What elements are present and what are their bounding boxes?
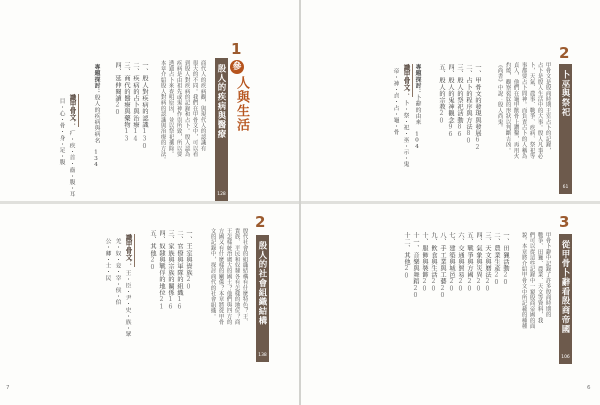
chapter-title-bar	[559, 64, 572, 194]
toc-item[interactable]: 二、農業生產20	[493, 232, 500, 287]
toc-item[interactable]: 七、建築與城邑20	[448, 232, 455, 294]
toc-item[interactable]: 一、殷人對疾病的認識130	[141, 62, 148, 151]
oracle-words-row: 疒・疾・首・齒・腹・耳	[68, 130, 74, 198]
chapter-body-line: 本章介紹殷人對病的認識與治療的方法。	[159, 60, 166, 163]
page-number: 6	[587, 385, 591, 391]
chapter-circle-mark: 參	[230, 60, 244, 74]
toc-item[interactable]: 三、家族與宗族的關係16	[167, 230, 174, 311]
chapter-body-line: 貞人，他們在龜甲獸骨上鑽鑿，再用火	[512, 62, 519, 159]
toc-item[interactable]: 十、服飾與裝飾20	[421, 232, 428, 294]
toc-item[interactable]: 二、官僚與軍隊的組織16	[176, 230, 183, 311]
toc-item[interactable]: 一、田獵活動20	[502, 232, 509, 287]
left-page	[0, 0, 299, 405]
chapter-body-line: 商代人的疾病觀，與現代人的認識有	[199, 60, 206, 152]
chapter-number: 2	[255, 213, 266, 231]
toc-item[interactable]: 五、戰爭與方國20	[466, 232, 473, 294]
chapter-body-line: 貴族、平民和奴隸各有怎樣的地位？商	[233, 228, 240, 325]
chapter-number: 2	[559, 44, 570, 62]
chapter-body-line: 甲骨卜辭中記錄了許多殷商時期的	[544, 232, 551, 318]
chapter-bar-page: 106	[561, 355, 570, 360]
toc-item[interactable]: 四、延伸閱讀20	[114, 62, 121, 117]
chapter-bar-page: 128	[217, 192, 226, 197]
chapter-body-line: 殷代社會的組織結構有什麼特色？王、	[241, 228, 248, 325]
toc-item[interactable]: 五、其他20	[149, 230, 156, 272]
oracle-words-row: 王・臣・尹・史・族・眾	[124, 270, 130, 338]
chapter-number: 3	[559, 213, 570, 231]
chapter-body-line: 們可以從這些記錄中一窺殷商帝國的面	[528, 232, 535, 329]
chapter-title: 人與生活	[234, 76, 249, 132]
toc-item[interactable]: 五、殷人的宗教20	[438, 64, 445, 126]
chapter-body-line: 很大的不同。我們在甲骨文中，可以看	[191, 60, 198, 157]
section-divider	[0, 201, 299, 204]
focus-topic[interactable]: 專題探討：卜辭的由來 104	[414, 64, 420, 151]
chapter-number: 1	[231, 40, 242, 58]
toc-item[interactable]: 三、天文與曆法20	[484, 232, 491, 294]
chapter-body-line: 方國又有什麼樣的關係？本章將從甲骨	[217, 228, 224, 325]
oracle-words-row: 羌・奴・妾・宰・侯・伯	[114, 238, 120, 306]
oracle-words-row: 公・卿・士・民	[104, 238, 110, 281]
chapter-body-line: 戰爭、田獵、農業、天文等資料，我	[536, 232, 543, 324]
chapter-body-line: 甲骨文是殷商時期王室占卜的記錄，	[544, 62, 551, 154]
chapter-title-bar	[215, 58, 228, 201]
chapter-body-line: 文的記錄中，探討商代的社會組織。	[209, 228, 216, 320]
page-number: 7	[6, 385, 10, 391]
toc-item[interactable]: 一、甲骨文的發現與發展62	[474, 64, 481, 152]
chapter-body-line: 灼燒，觀察裂紋的形狀以判斷吉凶。	[504, 62, 511, 154]
toc-item[interactable]: 四、奴隸與戰俘的地位21	[158, 230, 165, 311]
chapter-body-line: 王怎樣統治廣大的國土？他們與四方的	[225, 228, 232, 325]
toc-item[interactable]: 十一、音樂與舞蹈20	[412, 232, 419, 300]
oracle-words-row: 目・心・骨・身・足・腹	[58, 98, 64, 166]
oracle-words-row: 帝・神・貞・占・龜・骨	[392, 68, 398, 136]
chapter-bar-page: 138	[258, 353, 267, 358]
oracle-words-row: 卜・祭・祀・巫・示・鬼	[402, 100, 408, 168]
toc-item[interactable]: 四、殷人的鬼神觀念96	[447, 64, 454, 139]
chapter-body-line: 事都要占卜問神。而負責占卜的人稱為	[520, 62, 527, 159]
chapter-bar-title: 從甲骨卜辭看殷商帝國	[561, 240, 571, 334]
chapter-bar-page: 61	[562, 185, 569, 190]
chapter-bar-title: 卜巫與祭祀	[561, 70, 571, 117]
toc-item[interactable]: 三、商代的醫療與藥物13	[123, 62, 130, 143]
toc-item[interactable]: 六、交通與貿易20	[457, 232, 464, 294]
chapter-body-line: 疾病是由祖先或鬼神作祟所致，所以要	[175, 60, 182, 157]
chapter-body-line: 《尚書》中說：殷人尚鬼。	[496, 62, 503, 131]
toc-item[interactable]: 三、殷人的祭祀活動86	[456, 64, 463, 139]
chapter-title-bar	[559, 234, 572, 364]
right-page	[301, 0, 600, 405]
toc-item[interactable]: 一、王室與貴族20	[185, 230, 192, 292]
toc-item[interactable]: 八、手工業與工藝20	[439, 232, 446, 300]
chapter-body-line: 透過占卜來查明原因，並以祭祀禳除。	[167, 60, 174, 157]
toc-item[interactable]: 二、疾病的占卜與治療14	[132, 62, 139, 143]
chapter-body-line: 卜，天氣、農事、戰爭、疾病、祭祀等	[528, 62, 535, 159]
words-label: 識甲骨文：	[123, 234, 135, 267]
chapter-body-line: 貌。本章將介紹甲骨文中所記載的種種	[520, 232, 527, 329]
chapter-bar-title: 殷人的社會組織結構	[258, 241, 268, 326]
words-label: 識甲骨文：	[401, 64, 413, 97]
toc-item[interactable]: 九、飲食與生活20	[430, 232, 437, 294]
toc-item[interactable]: 四、氣象與災異20	[475, 232, 482, 294]
toc-item[interactable]: 十二、其他20	[403, 232, 410, 280]
chapter-title-bar	[256, 235, 269, 362]
chapter-bar-title: 殷人的疾病與醫療	[217, 64, 227, 140]
section-divider	[301, 201, 600, 204]
words-label: 識甲骨文：	[67, 94, 79, 127]
toc-item[interactable]: 二、占卜的程序與方法80	[465, 64, 472, 145]
focus-topic[interactable]: 專題探討：殷人的疾病與病名 134	[93, 64, 99, 169]
chapter-body-line: 到殷人對疾病的記錄和占卜。殷人認為	[183, 60, 190, 157]
chapter-body-line: 占卜是殷人生活中的大事。殷人凡事必	[536, 62, 543, 159]
